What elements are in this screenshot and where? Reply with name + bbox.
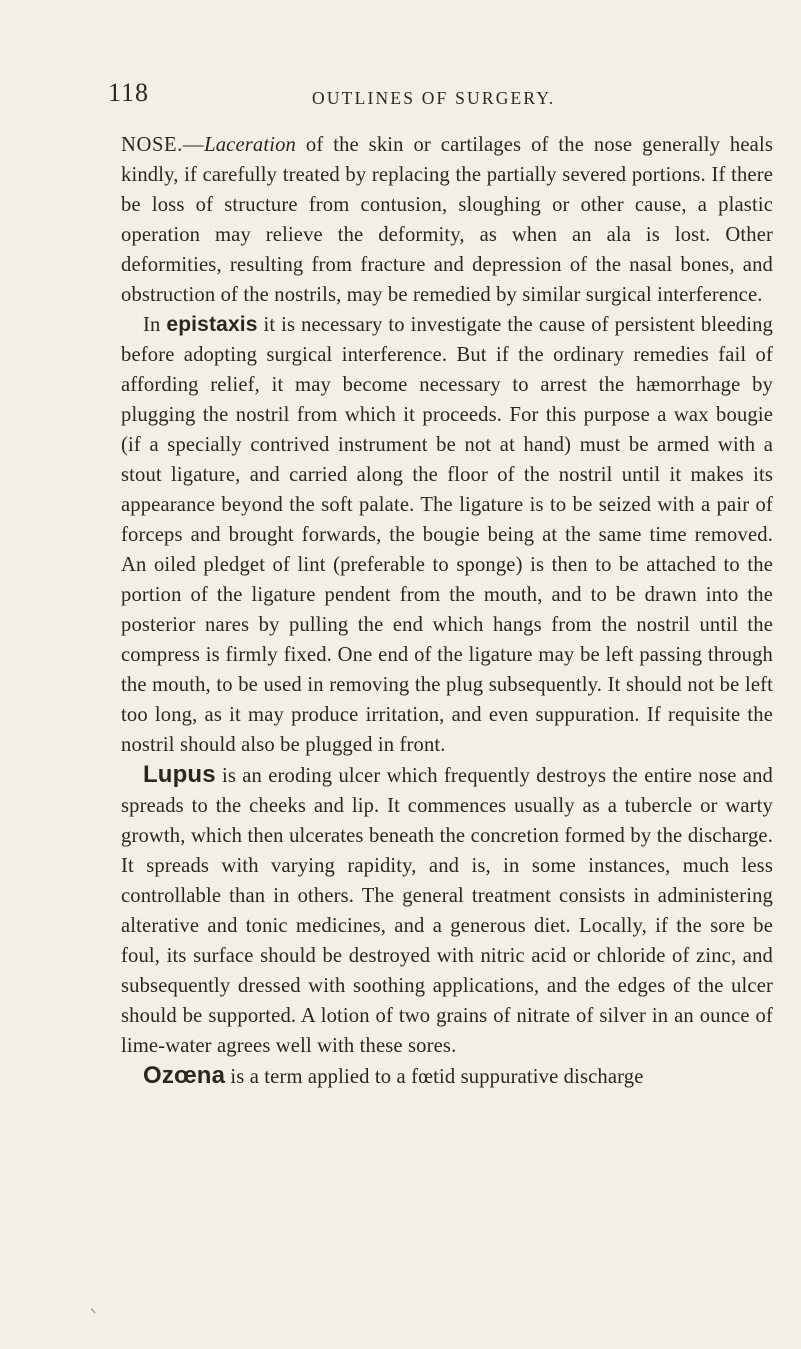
paragraph-text: is an eroding ulcer which frequently destroys the entire nose and spreads to the cheeks and lip. It commences usually as a tubercle or warty growth, which then ulcerates beneath the concretion formed by the discharge. It spreads with varying rapidity, and is, in some instances, much less controllable than in others. The general treatment consists in administering alterative and tonic medicines, and a generous diet. Locally, if the sore be foul, its surface should be destroyed with nitric acid or chloride of zinc, and subsequently dressed with soothing applications, and the edges of the ulcer should be supported. A lotion of two grains of nitrate of silver in an ounce of lime-water agrees well with these sores. bbox=[121, 765, 773, 1057]
term-epistaxis: epistaxis bbox=[166, 313, 258, 336]
running-head: OUTLINES OF SURGERY. bbox=[312, 88, 556, 108]
body-text bbox=[121, 130, 773, 1092]
term-laceration: Laceration bbox=[204, 134, 297, 156]
paragraph-text: of the skin or cartilages of the nose generally heals kindly, if carefully treated by replacing the partially severed portions. If there be loss of structure from contusion, sloughing or other cause, a plastic operation may relieve the deformity, as when an ala is lost. Other deformities, resulting from fracture and depression of the nasal bones, and obstruction of the nostrils, may be remedied by similar surgical interference. bbox=[121, 134, 773, 306]
paragraph-epistaxis bbox=[121, 310, 773, 760]
paragraph-text: is a term applied to a fœtid suppurative discharge bbox=[225, 1066, 644, 1088]
margin-mark bbox=[91, 1304, 100, 1313]
page-number: 118 bbox=[108, 78, 150, 107]
section-label-nose: NOSE.— bbox=[121, 134, 205, 156]
page-header bbox=[108, 78, 763, 112]
paragraph-lupus bbox=[121, 760, 773, 1061]
term-lupus: Lupus bbox=[143, 761, 216, 788]
paragraph-lead-in: In bbox=[143, 314, 167, 336]
paragraph-nose-laceration bbox=[121, 130, 773, 310]
paragraph-text: it is necessary to investigate the cause of persistent bleeding before adopting surgical interference. But if the ordinary remedies fail of affording relief, it may become necessary to arrest the hæmorrhage by plugging the nostril from which it proceeds. For this purpose a wax bougie (if a specially contrived instrument be not at hand) must be armed with a stout ligature, and carried along the floor of the nostril until it makes its appearance beyond the soft palate. The ligature is to be seized with a pair of forceps and brought forwards, the bougie being at the same time removed. An oiled pledget of lint (preferable to sponge) is then to be attached to the portion of the ligature pendent from the mouth, and to be drawn into the posterior nares by pulling the end which hangs from the nostril until the compress is firmly fixed. One end of the ligature may be left passing through the mouth, to be used in removing the plug subsequently. It should not be left too long, as it may produce irritation, and even suppuration. If requisite the nostril should also be plugged in front. bbox=[121, 314, 773, 756]
paragraph-ozoena bbox=[121, 1061, 773, 1092]
term-ozoena: Ozœna bbox=[143, 1062, 226, 1089]
